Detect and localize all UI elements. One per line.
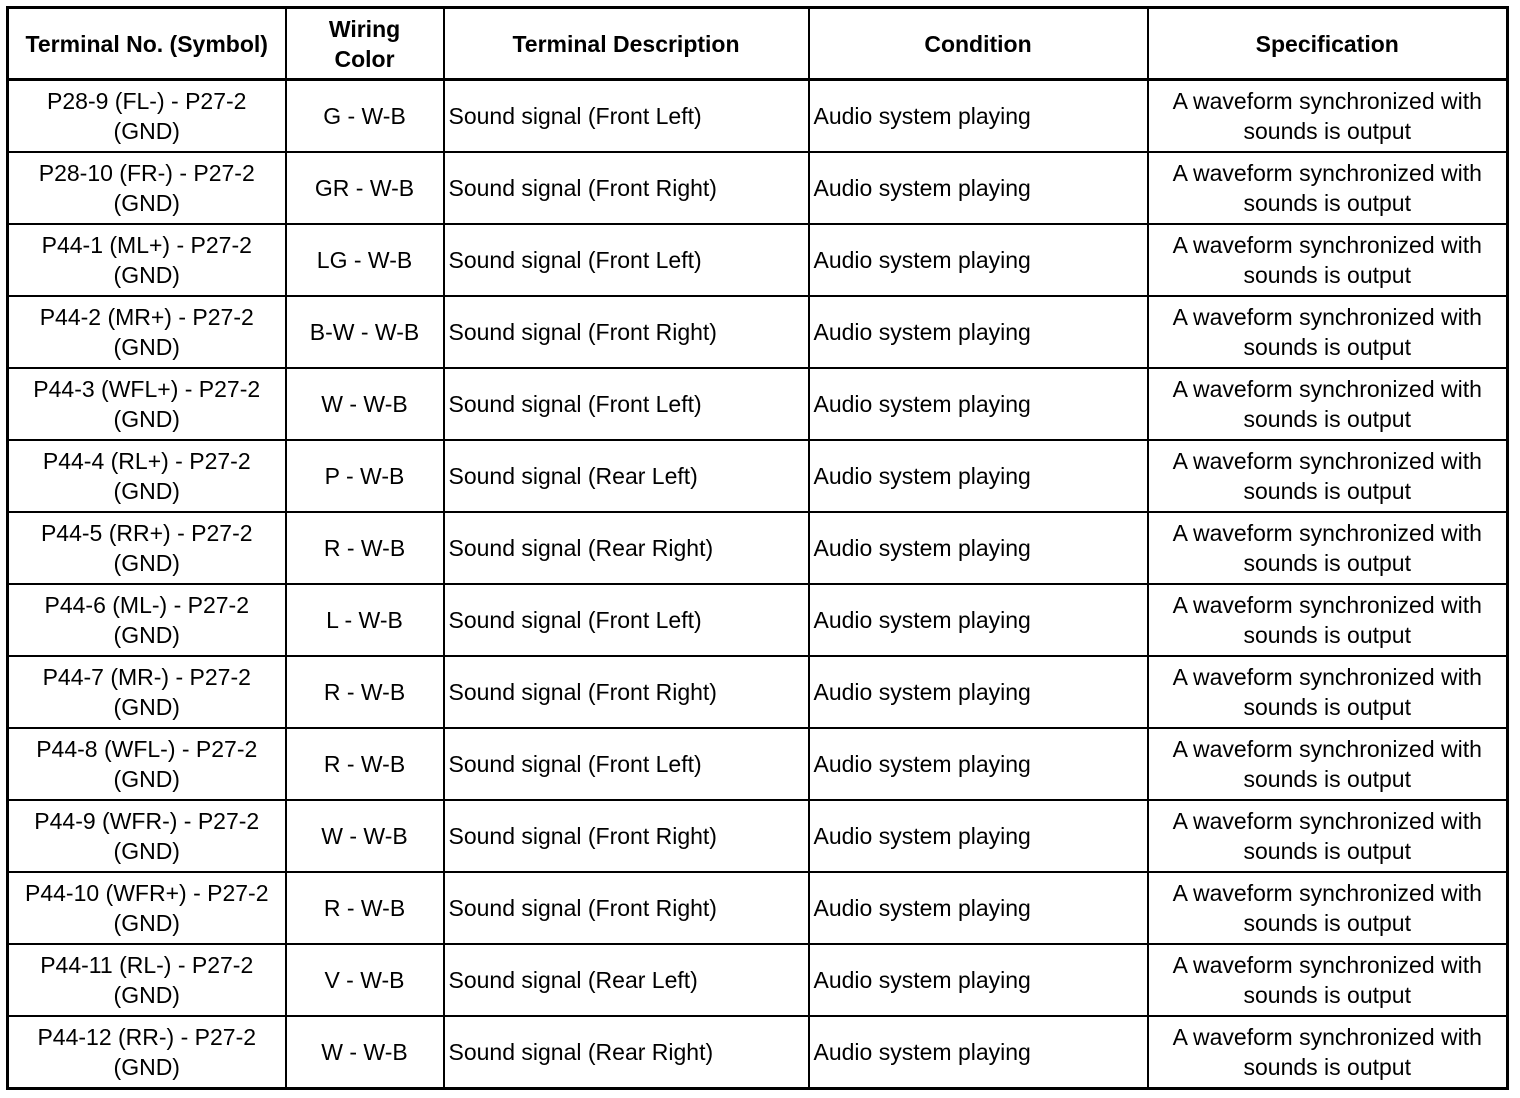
cell-terminal: P44-9 (WFR-) - P27-2 (GND) (8, 800, 286, 872)
cell-condition: Audio system playing (809, 728, 1148, 800)
header-terminal: Terminal No. (Symbol) (8, 8, 286, 80)
cell-wiring-color: GR - W-B (286, 152, 444, 224)
cell-terminal-description: Sound signal (Front Left) (444, 224, 809, 296)
cell-wiring-color: P - W-B (286, 440, 444, 512)
table-header-row (8, 8, 1508, 80)
cell-condition: Audio system playing (809, 296, 1148, 368)
cell-wiring-color: R - W-B (286, 656, 444, 728)
cell-wiring-color: L - W-B (286, 584, 444, 656)
cell-specification: A waveform synchronized with sounds is output (1148, 512, 1508, 584)
table-row (8, 656, 1508, 728)
cell-terminal-description: Sound signal (Front Left) (444, 80, 809, 153)
cell-specification: A waveform synchronized with sounds is output (1148, 296, 1508, 368)
cell-terminal: P44-6 (ML-) - P27-2 (GND) (8, 584, 286, 656)
header-wiring-color: Wiring Color (286, 8, 444, 80)
cell-specification: A waveform synchronized with sounds is output (1148, 800, 1508, 872)
table-row (8, 152, 1508, 224)
table-row (8, 584, 1508, 656)
cell-wiring-color: W - W-B (286, 1016, 444, 1089)
cell-condition: Audio system playing (809, 584, 1148, 656)
cell-condition: Audio system playing (809, 152, 1148, 224)
table-row (8, 224, 1508, 296)
cell-wiring-color: W - W-B (286, 368, 444, 440)
cell-specification: A waveform synchronized with sounds is output (1148, 1016, 1508, 1089)
header-condition: Condition (809, 8, 1148, 80)
cell-wiring-color: G - W-B (286, 80, 444, 153)
cell-specification: A waveform synchronized with sounds is output (1148, 584, 1508, 656)
cell-condition: Audio system playing (809, 224, 1148, 296)
cell-terminal-description: Sound signal (Front Left) (444, 584, 809, 656)
cell-wiring-color: V - W-B (286, 944, 444, 1016)
table-row (8, 872, 1508, 944)
cell-condition: Audio system playing (809, 944, 1148, 1016)
cell-condition: Audio system playing (809, 800, 1148, 872)
cell-terminal: P44-1 (ML+) - P27-2 (GND) (8, 224, 286, 296)
table-row (8, 728, 1508, 800)
cell-specification: A waveform synchronized with sounds is output (1148, 440, 1508, 512)
terminal-table (6, 6, 1509, 1090)
terminal-table-container (6, 6, 1506, 1090)
table-body (8, 80, 1508, 1089)
cell-specification: A waveform synchronized with sounds is output (1148, 368, 1508, 440)
cell-terminal: P44-11 (RL-) - P27-2 (GND) (8, 944, 286, 1016)
cell-wiring-color: W - W-B (286, 800, 444, 872)
header-specification: Specification (1148, 8, 1508, 80)
cell-condition: Audio system playing (809, 512, 1148, 584)
cell-terminal-description: Sound signal (Rear Right) (444, 1016, 809, 1089)
cell-terminal: P44-2 (MR+) - P27-2 (GND) (8, 296, 286, 368)
cell-terminal: P44-12 (RR-) - P27-2 (GND) (8, 1016, 286, 1089)
cell-terminal-description: Sound signal (Front Right) (444, 296, 809, 368)
cell-terminal: P44-5 (RR+) - P27-2 (GND) (8, 512, 286, 584)
cell-wiring-color: B-W - W-B (286, 296, 444, 368)
cell-specification: A waveform synchronized with sounds is output (1148, 728, 1508, 800)
cell-specification: A waveform synchronized with sounds is output (1148, 80, 1508, 153)
cell-specification: A waveform synchronized with sounds is output (1148, 944, 1508, 1016)
cell-condition: Audio system playing (809, 80, 1148, 153)
cell-wiring-color: LG - W-B (286, 224, 444, 296)
cell-terminal: P28-10 (FR-) - P27-2 (GND) (8, 152, 286, 224)
cell-specification: A waveform synchronized with sounds is output (1148, 656, 1508, 728)
table-row (8, 80, 1508, 153)
cell-specification: A waveform synchronized with sounds is output (1148, 224, 1508, 296)
cell-terminal-description: Sound signal (Front Left) (444, 368, 809, 440)
cell-terminal: P44-10 (WFR+) - P27-2 (GND) (8, 872, 286, 944)
table-row (8, 512, 1508, 584)
cell-condition: Audio system playing (809, 440, 1148, 512)
table-row (8, 296, 1508, 368)
cell-terminal-description: Sound signal (Front Right) (444, 152, 809, 224)
cell-specification: A waveform synchronized with sounds is output (1148, 152, 1508, 224)
cell-specification: A waveform synchronized with sounds is output (1148, 872, 1508, 944)
cell-terminal-description: Sound signal (Front Right) (444, 656, 809, 728)
cell-terminal: P28-9 (FL-) - P27-2 (GND) (8, 80, 286, 153)
cell-terminal-description: Sound signal (Rear Right) (444, 512, 809, 584)
cell-terminal-description: Sound signal (Front Right) (444, 872, 809, 944)
cell-wiring-color: R - W-B (286, 512, 444, 584)
header-terminal-description: Terminal Description (444, 8, 809, 80)
table-row (8, 440, 1508, 512)
table-row (8, 944, 1508, 1016)
cell-terminal-description: Sound signal (Front Right) (444, 800, 809, 872)
cell-condition: Audio system playing (809, 656, 1148, 728)
cell-wiring-color: R - W-B (286, 728, 444, 800)
cell-terminal: P44-3 (WFL+) - P27-2 (GND) (8, 368, 286, 440)
cell-terminal-description: Sound signal (Rear Left) (444, 440, 809, 512)
cell-terminal: P44-4 (RL+) - P27-2 (GND) (8, 440, 286, 512)
cell-terminal: P44-7 (MR-) - P27-2 (GND) (8, 656, 286, 728)
cell-condition: Audio system playing (809, 872, 1148, 944)
table-row (8, 368, 1508, 440)
cell-condition: Audio system playing (809, 1016, 1148, 1089)
cell-condition: Audio system playing (809, 368, 1148, 440)
cell-wiring-color: R - W-B (286, 872, 444, 944)
cell-terminal-description: Sound signal (Rear Left) (444, 944, 809, 1016)
cell-terminal-description: Sound signal (Front Left) (444, 728, 809, 800)
cell-terminal: P44-8 (WFL-) - P27-2 (GND) (8, 728, 286, 800)
table-row (8, 800, 1508, 872)
table-row (8, 1016, 1508, 1089)
